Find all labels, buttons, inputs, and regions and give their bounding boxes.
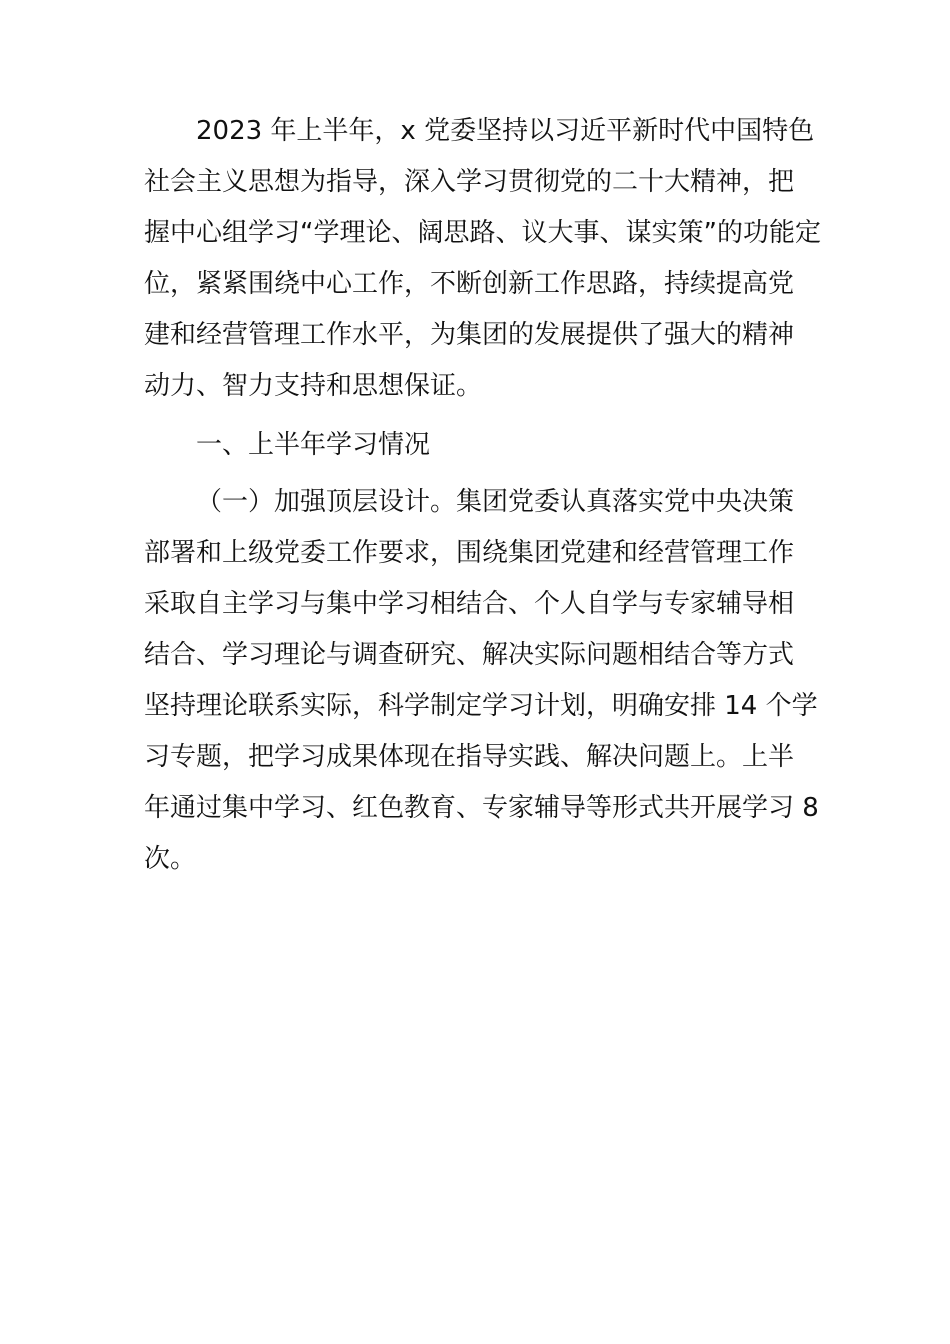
paragraph-line: 次。 — [144, 844, 197, 874]
paragraph-intro — [144, 106, 821, 412]
paragraph-line: 习专题，把学习成果体现在指导实践、解决问题上。上半 — [144, 742, 795, 772]
paragraph-line: 年通过集中学习、红色教育、专家辅导等形式共开展学习 8 — [144, 793, 819, 823]
paragraph-line: 动力、智力支持和思想保证。 — [144, 371, 483, 401]
paragraph-line: 建和经营管理工作水平，为集团的发展提供了强大的精神 — [144, 320, 795, 350]
section-heading: 一、上半年学习情况 — [196, 430, 431, 460]
paragraph-line: （一）加强顶层设计。集团党委认真落实党中央决策 — [196, 487, 795, 517]
paragraph-line: 采取自主学习与集中学习相结合、个人自学与专家辅导相 — [144, 589, 795, 619]
paragraph-top-level-design — [144, 477, 819, 885]
paragraph-line: 2023 年上半年，x 党委坚持以习近平新时代中国特色 — [196, 116, 815, 146]
paragraph-line: 位，紧紧围绕中心工作，不断创新工作思路，持续提高党 — [144, 269, 795, 299]
paragraph-line: 部署和上级党委工作要求，围绕集团党建和经营管理工作 — [144, 538, 795, 568]
paragraph-line: 坚持理论联系实际，科学制定学习计划，明确安排 14 个学 — [144, 691, 818, 721]
document-body — [144, 106, 821, 885]
paragraph-line: 握中心组学习“学理论、阔思路、议大事、谋实策”的功能定 — [144, 218, 821, 248]
paragraph-line: 结合、学习理论与调查研究、解决实际问题相结合等方式 — [144, 640, 795, 670]
paragraph-line: 社会主义思想为指导，深入学习贯彻党的二十大精神，把 — [144, 167, 795, 197]
